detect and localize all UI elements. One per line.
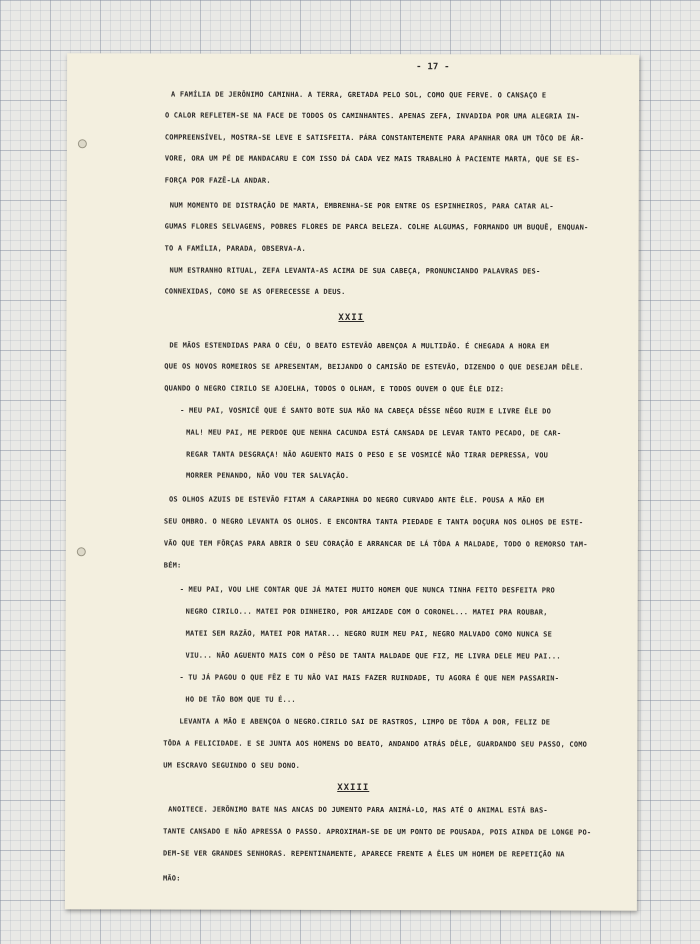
text-line: COMPREENSÍVEL, MOSTRA-SE LEVE E SATISFEITA. PÁRA CONSTANTEMENTE PARA APANHAR ORA UM TÔCO DE ÁR- <box>164 133 585 143</box>
text-line: NUM ESTRANHO RITUAL, ZEFA LEVANTA-AS ACIMA DE SUA CABEÇA, PRONUNCIANDO PALAVRAS DES- <box>169 266 541 276</box>
text-line: MORRER PENANDO, NÃO VOU TER SALVAÇÃO. <box>186 471 350 480</box>
text-line: QUANDO O NEGRO CIRILO SE AJOELHA, TODOS O OLHAM, E TODOS OUVEM O QUE ÊLE DIZ: <box>164 384 505 394</box>
text-line: NEGRO CIRILO... MATEI POR DINHEIRO, POR AMIZADE COM O CORONEL... MATEI PRA ROUBAR, <box>185 607 548 617</box>
text-line: TANTE CANSADO E NÃO APRESSA O PASSO. APROXIMAM-SE DE UM PONTO DE POUSADA, POIS AINDA DE LONGE PO- <box>163 827 592 837</box>
text-line: ANOITECE. JERÔNIMO BATE NAS ANCAS DO JUMENTO PARA ANIMÁ-LO, MAS ATÉ O ANIMAL ESTÁ BAS- <box>168 805 548 815</box>
document-page <box>65 53 639 910</box>
text-line: REGAR TANTA DESGRAÇA! NÃO AGUENTO MAIS O PESO E SE VOSMICÊ NÃO TIRAR DEPRESSA, VOU <box>186 450 549 460</box>
text-line: - MEU PAI, VOU LHE CONTAR QUE JÁ MATEI MUITO HOMEM QUE NUNCA TINHA FEITO DESFEITA PRO <box>179 585 555 595</box>
text-line: LEVANTA A MÃO E ABENÇOA O NEGRO.CIRILO SAI DE RASTROS, LIMPO DE TÔDA A DOR, FELIZ DE <box>179 717 551 727</box>
text-line: CONNEXIDAS, COMO SE AS OFERECESSE A DEUS. <box>164 287 346 296</box>
text-line: MAL! MEU PAI, ME PERDOE QUE NENHA CACUNDA ESTÁ CANSADA DE LEVAR TANTO PECADO, DE CAR- <box>186 428 562 438</box>
text-line: MÃO: <box>162 874 181 883</box>
typed-text <box>162 54 593 883</box>
text-line: BÉM: <box>163 561 182 570</box>
text-line: SEU OMBRO. O NEGRO LEVANTA OS OLHOS. E ENCONTRA TANTA PIEDADE E TANTA DOÇURA NOS OLHOS DE ESTE- <box>163 517 584 527</box>
text-line: OS OLHOS AZUIS DE ESTEVÃO FITAM A CARAPINHA DO NEGRO CURVADO ANTE ÊLE. POUSA A MÃO EM <box>168 495 545 505</box>
punch-hole <box>78 139 87 148</box>
text-line: DE MÃOS ESTENDIDAS PARA O CÉU, O BEATO ESTEVÃO ABENÇOA A MULTIDÃO. É CHEGADA A HORA EM <box>169 341 550 351</box>
text-line: VÃO QUE TEM FÔRÇAS PARA ABRIR O SEU CORAÇÃO E ARRANCAR DE LÁ TÔDA A MALDADE, TODO O REMORSO TAM- <box>163 539 588 549</box>
punch-hole <box>77 547 86 556</box>
text-line: - MEU PAI, VOSMICÊ QUE É SANTO BOTE SUA MÃO NA CABEÇA DÊSSE NÊGO RUIM E LIVRE ÊLE DO <box>180 406 552 416</box>
text-line: FORÇA POR FAZÊ-LA ANDAR. <box>164 176 271 185</box>
page-number: - 17 - <box>416 62 450 73</box>
text-line: UM ESCRAVO SEGUINDO O SEU DONO. <box>163 761 301 770</box>
section-heading: XXII <box>338 312 365 324</box>
text-line: VORE, ORA UM PÉ DE MANDACARU E COM ISSO DÁ CADA VEZ MAIS TRABALHO À PACIENTE MARTA, QUE SE ES- <box>164 154 580 164</box>
text-line: - TU JÁ PAGOU O QUE FÊZ E TU NÃO VAI MAIS FAZER RUINDADE, TU AGORA É QUE NEM PASSARIN- <box>179 673 560 683</box>
text-line: GUMAS FLORES SELVAGENS, POBRES FLORES DE PARCA BELEZA. COLHE ALGUMAS, FORMANDO UM BUQUÊ, ENQUAN- <box>164 222 589 232</box>
text-line: MATEI SEM RAZÃO, MATEI POR MATAR... NEGRO RUIM MEU PAI, NEGRO MALVADO COMO NUNCA SE <box>185 629 553 639</box>
text-line: QUE OS NOVOS ROMEIROS SE APRESENTAM, BEIJANDO O CAMISÃO DE ESTEVÃO, DIZENDO O QUE DESEJAM DÊLE. <box>164 362 584 372</box>
text-line: VIU... NÃO AGUENTO MAIS COM O PÊSO DE TANTA MALDADE QUE FIZ, ME LIVRA DELE MEU PAI... <box>185 651 561 661</box>
text-line: HO DE TÃO BOM QUE TU É... <box>185 695 296 704</box>
text-line: NUM MOMENTO DE DISTRAÇÃO DE MARTA, EMBRENHA-SE POR ENTRE OS ESPINHEIROS, PARA CATAR AL- <box>169 201 554 211</box>
text-line: TÔDA A FELICIDADE. E SE JUNTA AOS HOMENS DO BEATO, ANDANDO ATRÁS DÊLE, GUARDANDO SEU PASSO, COMO <box>163 739 588 749</box>
text-line: DEM-SE VER GRANDES SENHORAS. REPENTINAMENTE, APARECE FRENTE A ÊLES UM HOMEM DE REPETIÇÃO NA <box>163 849 565 859</box>
text-line: A FAMÍLIA DE JERÔNIMO CAMINHA. A TERRA, GRETADA PELO SOL, COMO QUE FERVE. O CANSAÇO E <box>171 90 547 100</box>
text-line: O CALOR REFLETEM-SE NA FACE DE TODOS OS CAMINHANTES. APENAS ZEFA, INVADIDA POR UMA ALEGRIA IN- <box>164 111 580 121</box>
text-line: TO A FAMÍLIA, PARADA, OBSERVA-A. <box>164 244 306 253</box>
section-heading: XXIII <box>337 782 370 794</box>
